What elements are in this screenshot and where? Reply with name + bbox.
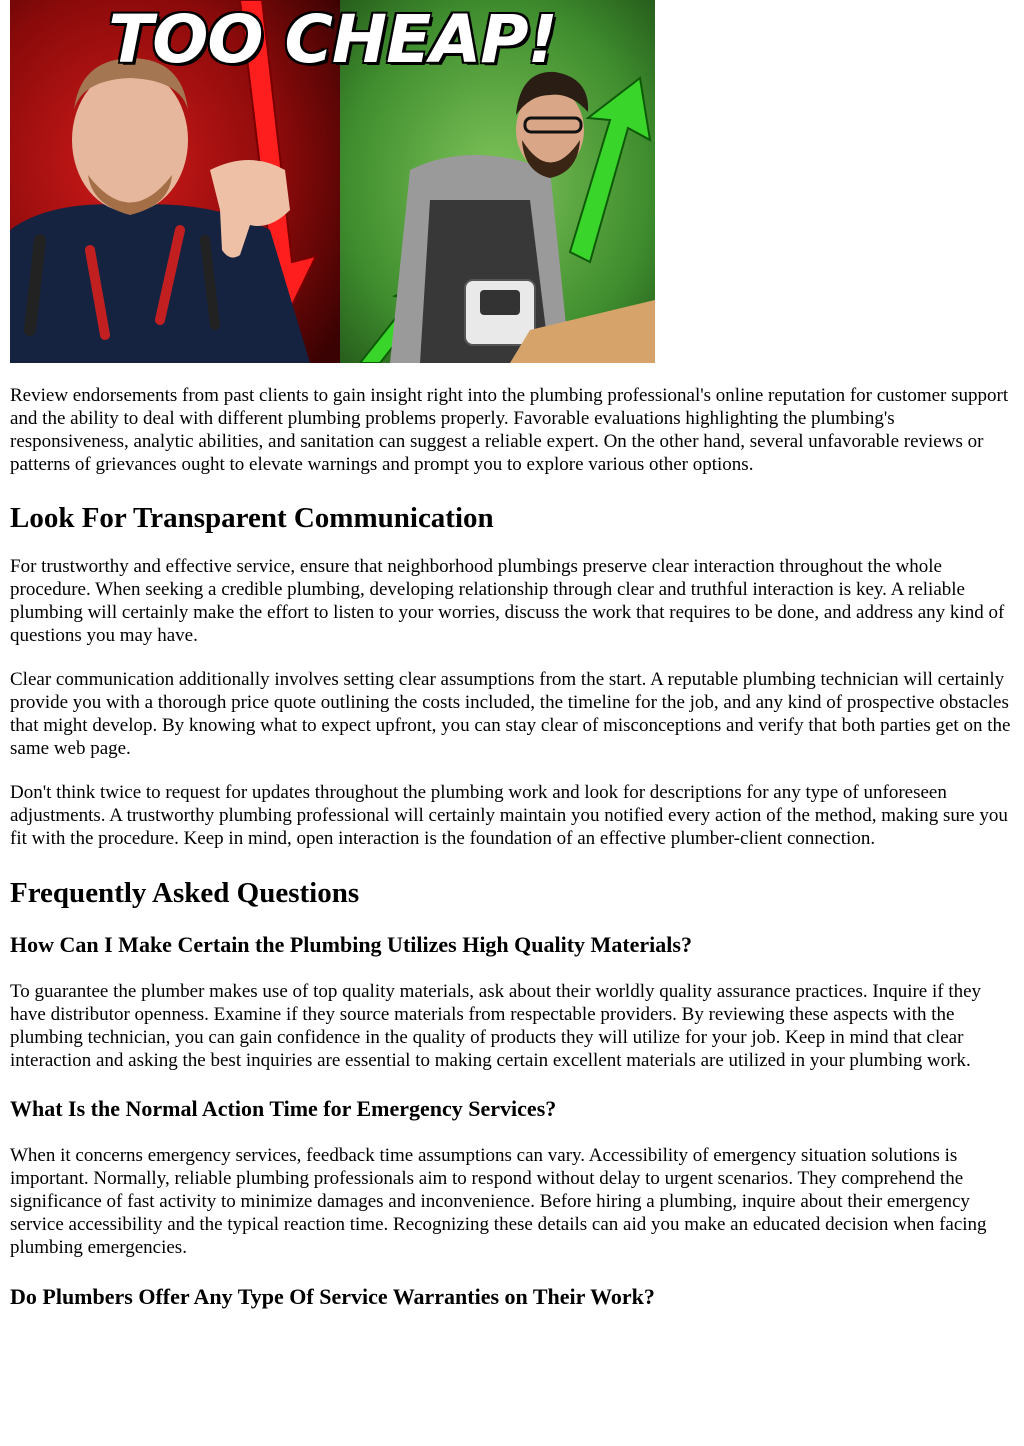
communication-paragraph-3: Don't think twice to request for updates throughout the plumbing work and look for descriptions for any type of unforeseen adjustments. A trustworthy plumbing professional will certainly maintain you notified every action of the method, making sure you fit with the procedure. Keep in mind, open interaction is the foundation of an effective plumber-client connection.	[10, 782, 1008, 849]
faq-heading: Frequently Asked Questions	[10, 877, 360, 909]
faq-question-3: Do Plumbers Offer Any Type Of Service Warranties on Their Work?	[10, 1284, 655, 1309]
communication-paragraph-2: Clear communication additionally involves setting clear assumptions from the start. A reputable plumbing technician will certainly provide you with a thorough price quote outlining the costs included, the timeline for the job, and any kind of prospective obstacles that might develop. By knowing what to expect upfront, you can stay clear of misconceptions and verify that both parties get on the same web page.	[10, 669, 1011, 759]
man-face	[72, 68, 188, 212]
section-heading-communication: Look For Transparent Communication	[10, 502, 494, 534]
faq-answer-1: To guarantee the plumber makes use of top quality materials, ask about their worldly quality assurance practices. Inquire if they have distributor openness. Examine if they source materials from respectable providers. By reviewing these aspects with the plumbing technician, you can gain confidence in the quality of products they will utilize for your job. Keep in mind that clear interaction and asking the best inquiries are essential to making certain excellent materials are utilized in your plumbing work.	[10, 981, 982, 1071]
hero-title: TOO CHEAP!	[108, 1, 557, 78]
intro-paragraph: Review endorsements from past clients to gain insight right into the plumbing professional's online reputation for customer support and the ability to deal with different plumbing problems properly. Favorable evaluations highlighting the plumbing's responsiveness, analytic abilities, and sanitation can suggest a reliable expert. On the other hand, several unfavorable reviews or patterns of grievances ought to elevate warnings and prompt you to explore various other options.	[10, 385, 1009, 475]
article-page	[10, 0, 1014, 1310]
faq-question-2: What Is the Normal Action Time for Emergency Services?	[10, 1096, 557, 1121]
faq-question-1: How Can I Make Certain the Plumbing Utilizes High Quality Materials?	[10, 932, 692, 957]
faq-answer-2: When it concerns emergency services, feedback time assumptions can vary. Accessibility of emergency situation solutions is important. Normally, reliable plumbing professionals aim to respond without delay to urgent scenarios. They comprehend the significance of fast activity to minimize damages and inconvenience. Before hiring a plumbing, inquire about their emergency service accessibility and the typical reaction time. Recognizing these details can aid you make an educated decision when facing plumbing emergencies.	[10, 1145, 987, 1258]
hero-image	[10, 0, 655, 363]
man-shirt	[10, 204, 310, 363]
communication-paragraph-1: For trustworthy and effective service, ensure that neighborhood plumbings preserve clear interaction throughout the whole procedure. When seeking a credible plumbing, developing relationship through clear and truthful interaction is key. A reliable plumbing will certainly make the effort to listen to your worries, discuss the work that requires to be done, and address any kind of questions you may have.	[10, 556, 1005, 646]
